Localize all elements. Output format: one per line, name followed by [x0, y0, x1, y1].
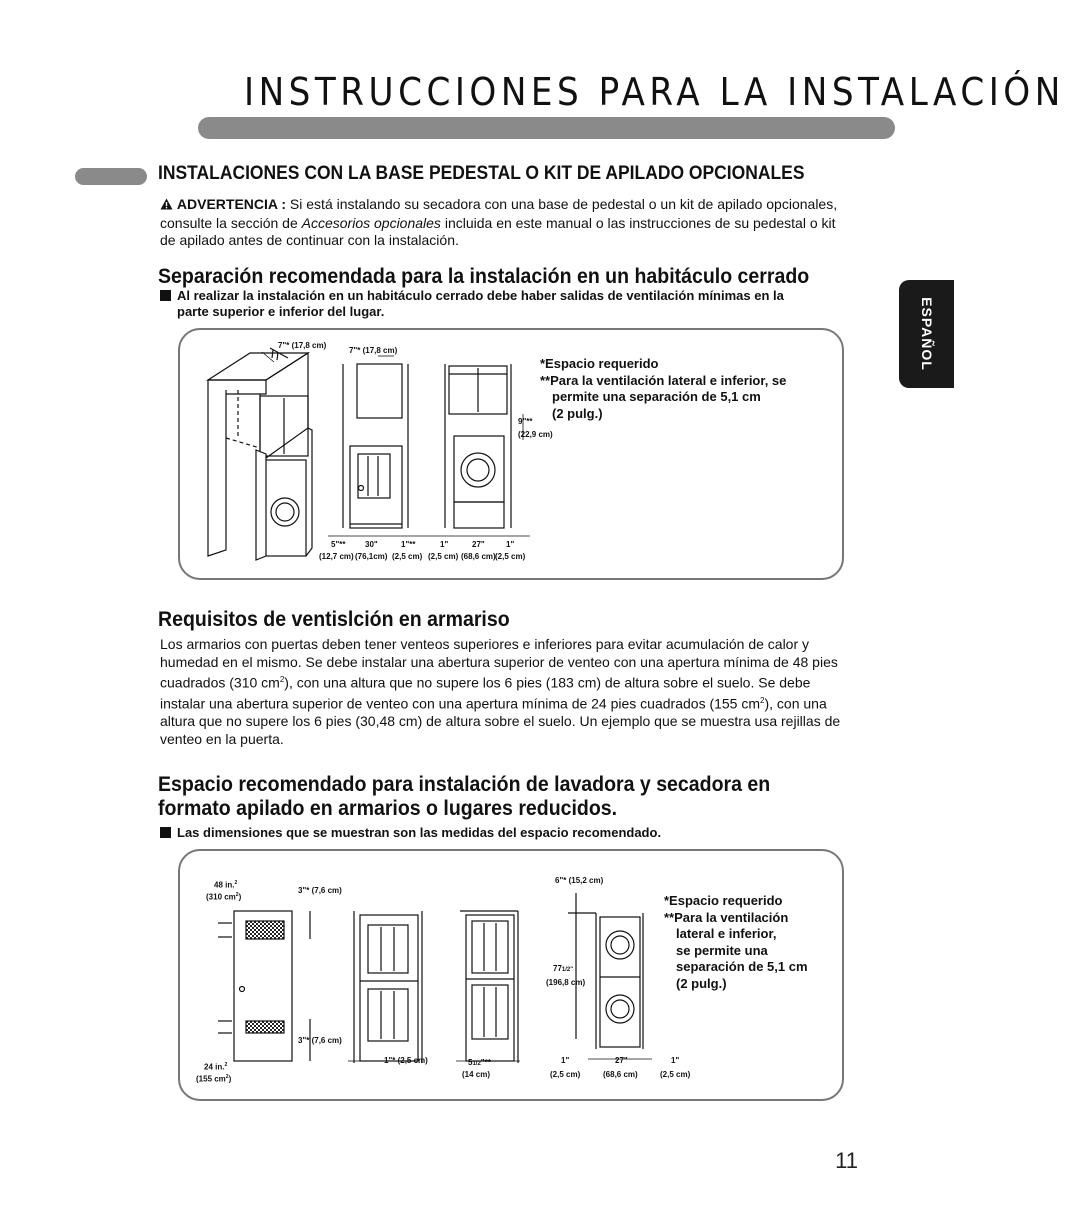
- dim-b4-in: 1": [440, 540, 449, 549]
- language-tab-label: ESPAÑOL: [918, 297, 935, 371]
- closet-note: [540, 356, 830, 422]
- dim-b5-in: 27": [472, 540, 485, 549]
- dim-vent-top-a: 48 in.$^2$: [214, 880, 238, 890]
- stacked-note-line-3: lateral e inferior,: [676, 926, 777, 941]
- stacked-note-line-2: **Para la ventilación: [664, 909, 789, 925]
- language-tab: [899, 280, 954, 388]
- dim-b1-in: 5"**: [331, 540, 346, 549]
- section-heading-vent-requirements: Requisitos de ventislción en armariso: [158, 608, 510, 631]
- vent-sup-1: 2: [279, 675, 285, 684]
- closet-bullet-text: Al realizar la instalación en un habitáculo cerrado debe haber salidas de ventilación mínimas en la parte superior e inferior del lugar.: [177, 288, 784, 319]
- dim-b5-cm: (68,6 cm): [461, 552, 496, 561]
- vent-text-1: Los armarios con puertas deben tener venteos superiores e inferiores para evitar acumulación de calor y humedad en el mismo. Se debe instalar una abertura superior de venteo con una apertura mínima de 48 pies cuadrados (310 cm: [160, 636, 838, 691]
- stacked-heading-line-2: formato apilado en armarios o lugares reducidos.: [158, 797, 618, 820]
- dim-b4-cm: (2,5 cm): [428, 552, 459, 561]
- dim-gap-top: 3"* (7,6 cm): [298, 886, 342, 895]
- stacked-bullet: [160, 825, 850, 841]
- dim-top-clearance: 6"* (15,2 cm): [555, 876, 604, 885]
- dim-right-cm: (22,9 cm): [518, 430, 553, 439]
- closet-front-view-2: [445, 364, 511, 528]
- dim-b2-cm: (76,1cm): [355, 552, 388, 561]
- stacked-heading-line-1: Espacio recomendado para instalación de lavadora y secadora en: [158, 773, 771, 796]
- section-heading-pedestal: INSTALACIONES CON LA BASE PEDESTAL O KIT DE APILADO OPCIONALES: [158, 163, 805, 184]
- section-heading-stacked: [158, 773, 770, 821]
- dim-side-clearance: 1"* (2,5 cm): [384, 1056, 428, 1065]
- dim-vent-bot-a: 24 in.$^2$: [204, 1062, 228, 1072]
- warning-icon: [160, 197, 173, 215]
- closet-cabinet-illustration: [208, 348, 312, 560]
- section-marker-pill: [75, 168, 147, 185]
- dim-w3-cm: (2,5 cm): [660, 1070, 691, 1079]
- dim-w1-in: 1": [561, 1056, 570, 1065]
- vent-text-2: ), con una altura que no supere los 6 pies (183 cm) de altura sobre el suelo. Se debe instalar una abertura superior de venteo con una apertura mínima de 24 pies cuadrados (155 cm: [160, 674, 811, 712]
- stacked-front-view-3: [568, 893, 643, 1049]
- stacked-note-line-5: separación de 5,1 cm: [676, 959, 808, 974]
- dim-b6-cm: (2,5 cm): [495, 552, 526, 561]
- stacked-note-line-4: se permite una: [676, 942, 768, 958]
- title-underline-bar: [198, 117, 895, 139]
- bullet-square-icon: [160, 290, 171, 301]
- closet-bullet: [160, 288, 817, 320]
- closet-front-view-1: [343, 364, 408, 528]
- dim-w2-in: 27": [615, 1056, 628, 1065]
- dim-height-cm: (196,8 cm): [546, 978, 586, 987]
- dim-b1-cm: (12,7 cm): [319, 552, 354, 561]
- dim-top-clearance-2: 7"* (17,8 cm): [349, 346, 398, 355]
- closet-note-line-3: permite una separación de 5,1 cm: [552, 389, 761, 404]
- bullet-square-icon: [160, 827, 171, 838]
- dim-w2-cm: (68,6 cm): [603, 1070, 638, 1079]
- dim-depth: 51/2"**: [468, 1058, 491, 1067]
- vented-door-illustration: [218, 911, 310, 1061]
- vent-text-3: ), con una altura que no supere los 6 pies (30,48 cm) de altura sobre el suelo. Un ejemplo que se muestra usa rejillas de venteo en la puerta.: [160, 695, 841, 747]
- dim-w3-in: 1": [671, 1056, 680, 1065]
- dim-b6-in: 1": [506, 540, 515, 549]
- dim-vent-top-b: (310 $cm^2$): [206, 892, 242, 902]
- dim-depth-cm: (14 cm): [462, 1070, 491, 1079]
- dim-height: 771/2": [553, 964, 574, 973]
- warning-italic-ref: Accesorios opcionales: [301, 214, 441, 231]
- page-number: 11: [835, 1148, 858, 1173]
- stacked-note-line-6: (2 pulg.): [676, 975, 727, 991]
- vent-sup-2: 2: [760, 696, 765, 706]
- vent-requirements-paragraph: [160, 636, 850, 748]
- dim-right-in: 9"**: [518, 417, 533, 426]
- page-title: INSTRUCCIONES PARA LA INSTALACIÓN: [244, 70, 1065, 114]
- stacked-front-view-1: [354, 911, 422, 1063]
- warning-text-1: Si está instalando su secadora con una base de pedestal o un kit de apilado opcionales, consulte la sección de: [160, 196, 838, 231]
- dim-vent-bot-b: (155 $cm^2$): [196, 1074, 232, 1084]
- closet-note-line-4: (2 pulg.): [552, 405, 603, 421]
- dim-gap-bottom: 3"* (7,6 cm): [298, 1036, 342, 1045]
- dim-b3-cm: (2,5 cm): [392, 552, 423, 561]
- dim-w1-cm: (2,5 cm): [550, 1070, 581, 1079]
- warning-text-2: incluida en este manual o las instrucciones de su pedestal o kit de apilado antes de continuar con la instalación.: [160, 214, 836, 248]
- closet-note-line-1: *Espacio requerido: [540, 356, 659, 371]
- section-heading-closet-clearance: Separación recomendada para la instalación en un habitáculo cerrado: [158, 265, 810, 288]
- stacked-note-line-1: *Espacio requerido: [664, 893, 783, 908]
- dim-top-clearance-1: 7"* (17,8 cm): [278, 341, 327, 350]
- stacked-note: [664, 893, 839, 992]
- dim-b3-in: 1"**: [401, 540, 416, 549]
- stacked-bullet-text: Las dimensiones que se muestran son las medidas del espacio recomendado.: [177, 825, 662, 840]
- warning-label: ADVERTENCIA :: [176, 196, 287, 212]
- closet-note-line-2: **Para la ventilación lateral e inferior, se: [540, 372, 787, 388]
- warning-paragraph: [160, 196, 850, 250]
- stacked-front-view-2: [460, 911, 518, 1063]
- dim-b2-in: 30": [365, 540, 378, 549]
